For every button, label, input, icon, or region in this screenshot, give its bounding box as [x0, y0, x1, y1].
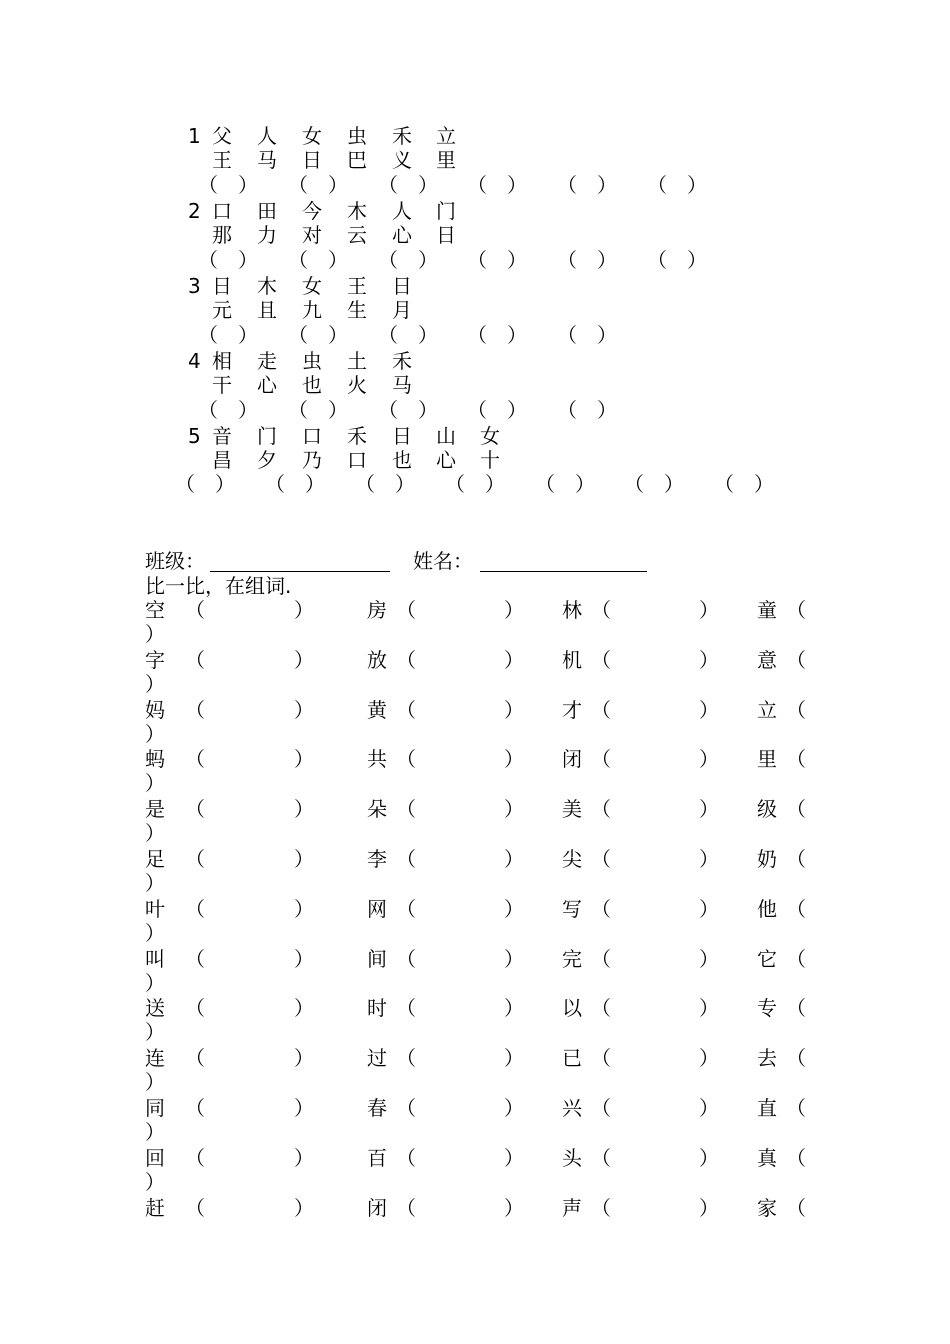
answer-blank[interactable]: （ ） [557, 323, 617, 347]
open-paren[interactable]: （ [591, 946, 611, 971]
answer-blank[interactable]: （ ） [198, 173, 258, 197]
top-character: 木 [347, 199, 367, 223]
close-paren[interactable]: ） [699, 847, 719, 871]
word-character: 奶 [757, 847, 777, 871]
close-paren[interactable]: ） [699, 1096, 719, 1120]
word-character: 过 [367, 1046, 387, 1071]
answer-blank[interactable]: （ ） [378, 398, 438, 422]
top-character: 禾 [392, 124, 412, 148]
open-paren[interactable]: （ [396, 946, 416, 971]
open-paren[interactable]: （ [185, 747, 205, 772]
group-number: 2 [188, 199, 201, 223]
open-paren[interactable]: （ [591, 847, 611, 871]
top-character: 人 [257, 124, 277, 148]
word-character: 间 [367, 946, 387, 971]
open-paren[interactable]: （ [396, 1046, 416, 1071]
word-character: 级 [757, 797, 777, 822]
top-character: 口 [302, 424, 322, 448]
group-number: 1 [188, 124, 201, 148]
close-paren[interactable]: ） [294, 847, 314, 871]
word-character: 回 [145, 1145, 165, 1170]
word-character: 头 [562, 1145, 582, 1170]
open-paren[interactable]: （ [786, 697, 806, 722]
word-character: 闭 [562, 747, 582, 772]
bottom-character: 对 [302, 223, 322, 247]
close-paren[interactable]: ） [504, 747, 524, 772]
open-paren[interactable]: （ [591, 747, 611, 772]
answer-blank[interactable]: （ ） [288, 248, 348, 272]
top-character: 女 [302, 124, 322, 148]
word-character: 空 [145, 598, 165, 622]
close-paren[interactable]: ） [294, 797, 314, 822]
bottom-character: 也 [392, 448, 412, 472]
bottom-character: 夕 [257, 448, 277, 472]
name-label: 姓名： [413, 549, 473, 573]
open-paren[interactable]: （ [786, 1096, 806, 1120]
close-paren[interactable]: ） [504, 1145, 524, 1170]
bottom-character: 干 [212, 373, 232, 397]
answer-blank[interactable]: （ ） [535, 472, 595, 496]
answer-blank[interactable]: （ ） [467, 398, 527, 422]
open-paren[interactable]: （ [786, 747, 806, 772]
close-paren[interactable]: ） [699, 1046, 719, 1071]
word-character: 房 [367, 598, 387, 622]
bottom-character: 马 [392, 373, 412, 397]
top-character: 人 [392, 199, 412, 223]
close-paren[interactable]: ） [294, 996, 314, 1021]
word-character: 童 [757, 598, 777, 622]
close-paren[interactable]: ） [504, 647, 524, 672]
bottom-character: 里 [436, 148, 456, 172]
answer-blank[interactable]: （ ） [265, 472, 325, 496]
open-paren[interactable]: （ [185, 1195, 205, 1220]
word-character: 网 [367, 896, 387, 921]
word-character: 兴 [562, 1096, 582, 1120]
answer-blank[interactable]: （ ） [378, 323, 438, 347]
word-character: 才 [562, 697, 582, 722]
bottom-character: 日 [302, 148, 322, 172]
bottom-character: 那 [212, 223, 232, 247]
bottom-character: 马 [257, 148, 277, 172]
wrapped-close-paren[interactable]: ） [145, 970, 165, 995]
bottom-character: 九 [302, 298, 322, 322]
answer-blank[interactable]: （ ） [467, 173, 527, 197]
word-character: 黄 [367, 697, 387, 722]
top-character: 立 [436, 124, 456, 148]
word-character: 专 [757, 996, 777, 1021]
top-character: 田 [257, 199, 277, 223]
top-character: 禾 [347, 424, 367, 448]
word-character: 真 [757, 1145, 777, 1170]
close-paren[interactable]: ） [294, 747, 314, 772]
answer-blank[interactable]: （ ） [378, 248, 438, 272]
word-character: 是 [145, 797, 165, 822]
open-paren[interactable]: （ [185, 1145, 205, 1170]
class-blank[interactable] [210, 571, 390, 572]
close-paren[interactable]: ） [699, 747, 719, 772]
bottom-character: 日 [436, 223, 456, 247]
open-paren[interactable]: （ [786, 647, 806, 672]
word-character: 朵 [367, 797, 387, 822]
open-paren[interactable]: （ [591, 797, 611, 822]
close-paren[interactable]: ） [504, 598, 524, 622]
word-character: 字 [145, 647, 165, 672]
top-character: 山 [436, 424, 456, 448]
bottom-character: 心 [436, 448, 456, 472]
close-paren[interactable]: ） [504, 996, 524, 1021]
close-paren[interactable]: ） [294, 1046, 314, 1071]
top-character: 土 [347, 349, 367, 373]
group-number: 4 [188, 349, 201, 373]
word-character: 声 [562, 1195, 582, 1220]
word-character: 连 [145, 1046, 165, 1071]
bottom-character: 十 [480, 448, 500, 472]
open-paren[interactable]: （ [396, 598, 416, 622]
top-character: 走 [257, 349, 277, 373]
word-character: 李 [367, 847, 387, 871]
open-paren[interactable]: （ [786, 847, 806, 871]
open-paren[interactable]: （ [396, 896, 416, 921]
open-paren[interactable]: （ [591, 598, 611, 622]
wrapped-close-paren[interactable]: ） [145, 1070, 165, 1095]
class-label: 班级： [145, 549, 205, 573]
word-character: 同 [145, 1096, 165, 1120]
answer-blank[interactable]: （ ） [288, 173, 348, 197]
answer-blank[interactable]: （ ） [647, 248, 707, 272]
word-character: 尖 [562, 847, 582, 871]
open-paren[interactable]: （ [185, 1096, 205, 1120]
word-character: 共 [367, 747, 387, 772]
open-paren[interactable]: （ [185, 996, 205, 1021]
word-character: 里 [757, 747, 777, 772]
top-character: 木 [257, 274, 277, 298]
answer-blank[interactable]: （ ） [355, 472, 415, 496]
bottom-character: 也 [302, 373, 322, 397]
open-paren[interactable]: （ [185, 797, 205, 822]
word-character: 百 [367, 1145, 387, 1170]
top-character: 王 [347, 274, 367, 298]
top-character: 日 [392, 274, 412, 298]
word-character: 去 [757, 1046, 777, 1071]
answer-blank[interactable]: （ ） [647, 173, 707, 197]
close-paren[interactable]: ） [504, 797, 524, 822]
word-character: 已 [562, 1046, 582, 1071]
close-paren[interactable]: ） [699, 1195, 719, 1220]
close-paren[interactable]: ） [504, 946, 524, 971]
bottom-character: 巴 [347, 148, 367, 172]
bottom-character: 乃 [302, 448, 322, 472]
top-character: 虫 [302, 349, 322, 373]
answer-blank[interactable]: （ ） [557, 173, 617, 197]
word-character: 赶 [145, 1195, 165, 1220]
open-paren[interactable]: （ [396, 1145, 416, 1170]
top-character: 女 [302, 274, 322, 298]
answer-blank[interactable]: （ ） [467, 248, 527, 272]
open-paren[interactable]: （ [591, 1195, 611, 1220]
bottom-character: 元 [212, 298, 232, 322]
open-paren[interactable]: （ [786, 598, 806, 622]
open-paren[interactable]: （ [786, 1145, 806, 1170]
open-paren[interactable]: （ [396, 797, 416, 822]
open-paren[interactable]: （ [396, 847, 416, 871]
word-character: 家 [757, 1195, 777, 1220]
close-paren[interactable]: ） [294, 1096, 314, 1120]
close-paren[interactable]: ） [294, 896, 314, 921]
word-character: 时 [367, 996, 387, 1021]
bottom-character: 义 [392, 148, 412, 172]
word-character: 机 [562, 647, 582, 672]
answer-blank[interactable]: （ ） [557, 248, 617, 272]
close-paren[interactable]: ） [699, 598, 719, 622]
open-paren[interactable]: （ [786, 1195, 806, 1220]
open-paren[interactable]: （ [396, 1096, 416, 1120]
close-paren[interactable]: ） [699, 896, 719, 921]
wrapped-close-paren[interactable]: ） [145, 871, 165, 895]
bottom-character: 且 [257, 298, 277, 322]
top-character: 女 [480, 424, 500, 448]
word-character: 意 [757, 647, 777, 672]
bottom-character: 力 [257, 223, 277, 247]
bottom-character: 云 [347, 223, 367, 247]
close-paren[interactable]: ） [504, 896, 524, 921]
top-character: 日 [212, 274, 232, 298]
top-character: 日 [392, 424, 412, 448]
open-paren[interactable]: （ [396, 996, 416, 1021]
top-character: 今 [302, 199, 322, 223]
answer-blank[interactable]: （ ） [198, 323, 258, 347]
top-character: 门 [257, 424, 277, 448]
close-paren[interactable]: ） [294, 598, 314, 622]
answer-blank[interactable]: （ ） [378, 173, 438, 197]
close-paren[interactable]: ） [504, 1046, 524, 1071]
top-character: 音 [212, 424, 232, 448]
close-paren[interactable]: ） [699, 797, 719, 822]
close-paren[interactable]: ） [699, 1145, 719, 1170]
open-paren[interactable]: （ [185, 598, 205, 622]
name-blank[interactable] [480, 571, 647, 572]
open-paren[interactable]: （ [591, 896, 611, 921]
open-paren[interactable]: （ [786, 996, 806, 1021]
word-character: 送 [145, 996, 165, 1021]
open-paren[interactable]: （ [591, 996, 611, 1021]
group-number: 5 [188, 424, 201, 448]
answer-blank[interactable]: （ ） [557, 398, 617, 422]
wrapped-close-paren[interactable]: ） [145, 671, 165, 696]
bottom-character: 昌 [212, 448, 232, 472]
answer-blank[interactable]: （ ） [624, 472, 684, 496]
answer-blank[interactable]: （ ） [288, 323, 348, 347]
top-character: 虫 [347, 124, 367, 148]
answer-blank[interactable]: （ ） [467, 323, 527, 347]
word-character: 直 [757, 1096, 777, 1120]
bottom-character: 火 [347, 373, 367, 397]
answer-blank[interactable]: （ ） [445, 472, 505, 496]
wrapped-close-paren[interactable]: ） [145, 1020, 165, 1045]
answer-blank[interactable]: （ ） [288, 398, 348, 422]
bottom-character: 月 [392, 298, 412, 322]
answer-blank[interactable]: （ ） [198, 248, 258, 272]
open-paren[interactable]: （ [396, 747, 416, 772]
open-paren[interactable]: （ [185, 647, 205, 672]
close-paren[interactable]: ） [699, 697, 719, 722]
answer-blank[interactable]: （ ） [714, 472, 774, 496]
answer-blank[interactable]: （ ） [175, 472, 235, 496]
open-paren[interactable]: （ [185, 896, 205, 921]
top-character: 门 [436, 199, 456, 223]
open-paren[interactable]: （ [185, 1046, 205, 1071]
open-paren[interactable]: （ [396, 697, 416, 722]
top-character: 相 [212, 349, 232, 373]
wrapped-close-paren[interactable]: ） [145, 721, 165, 746]
top-character: 口 [212, 199, 232, 223]
open-paren[interactable]: （ [185, 847, 205, 871]
close-paren[interactable]: ） [294, 1145, 314, 1170]
instruction-text: 比一比，在组词. [145, 574, 292, 598]
open-paren[interactable]: （ [786, 896, 806, 921]
open-paren[interactable]: （ [591, 697, 611, 722]
word-character: 叫 [145, 946, 165, 971]
close-paren[interactable]: ） [504, 1195, 524, 1220]
open-paren[interactable]: （ [591, 647, 611, 672]
open-paren[interactable]: （ [185, 697, 205, 722]
word-character: 春 [367, 1096, 387, 1120]
close-paren[interactable]: ） [699, 946, 719, 971]
group-number: 3 [188, 274, 201, 298]
word-character: 他 [757, 896, 777, 921]
close-paren[interactable]: ） [294, 946, 314, 971]
word-character: 完 [562, 946, 582, 971]
answer-blank[interactable]: （ ） [198, 398, 258, 422]
bottom-character: 口 [347, 448, 367, 472]
word-character: 闭 [367, 1195, 387, 1220]
word-character: 立 [757, 697, 777, 722]
open-paren[interactable]: （ [786, 946, 806, 971]
open-paren[interactable]: （ [591, 1046, 611, 1071]
word-character: 妈 [145, 697, 165, 722]
bottom-character: 生 [347, 298, 367, 322]
bottom-character: 心 [257, 373, 277, 397]
close-paren[interactable]: ） [699, 996, 719, 1021]
close-paren[interactable]: ） [294, 647, 314, 672]
wrapped-close-paren[interactable]: ） [145, 622, 165, 646]
word-character: 美 [562, 797, 582, 822]
word-character: 放 [367, 647, 387, 672]
open-paren[interactable]: （ [185, 946, 205, 971]
wrapped-close-paren[interactable]: ） [145, 1120, 165, 1144]
wrapped-close-paren[interactable]: ） [145, 920, 165, 945]
open-paren[interactable]: （ [786, 1046, 806, 1071]
open-paren[interactable]: （ [786, 797, 806, 822]
word-character: 它 [757, 946, 777, 971]
wrapped-close-paren[interactable]: ） [145, 1169, 165, 1194]
word-character: 蚂 [145, 747, 165, 772]
top-character: 禾 [392, 349, 412, 373]
close-paren[interactable]: ） [504, 847, 524, 871]
open-paren[interactable]: （ [396, 1195, 416, 1220]
word-character: 叶 [145, 896, 165, 921]
word-character: 足 [145, 847, 165, 871]
word-character: 林 [562, 598, 582, 622]
word-character: 写 [562, 896, 582, 921]
wrapped-close-paren[interactable]: ） [145, 771, 165, 796]
close-paren[interactable]: ） [504, 697, 524, 722]
bottom-character: 王 [212, 148, 232, 172]
open-paren[interactable]: （ [591, 1096, 611, 1120]
wrapped-close-paren[interactable]: ） [145, 821, 165, 846]
close-paren[interactable]: ） [504, 1096, 524, 1120]
close-paren[interactable]: ） [699, 647, 719, 672]
close-paren[interactable]: ） [294, 697, 314, 722]
close-paren[interactable]: ） [294, 1195, 314, 1220]
bottom-character: 心 [392, 223, 412, 247]
word-character: 以 [562, 996, 582, 1021]
top-character: 父 [212, 124, 232, 148]
open-paren[interactable]: （ [591, 1145, 611, 1170]
open-paren[interactable]: （ [396, 647, 416, 672]
